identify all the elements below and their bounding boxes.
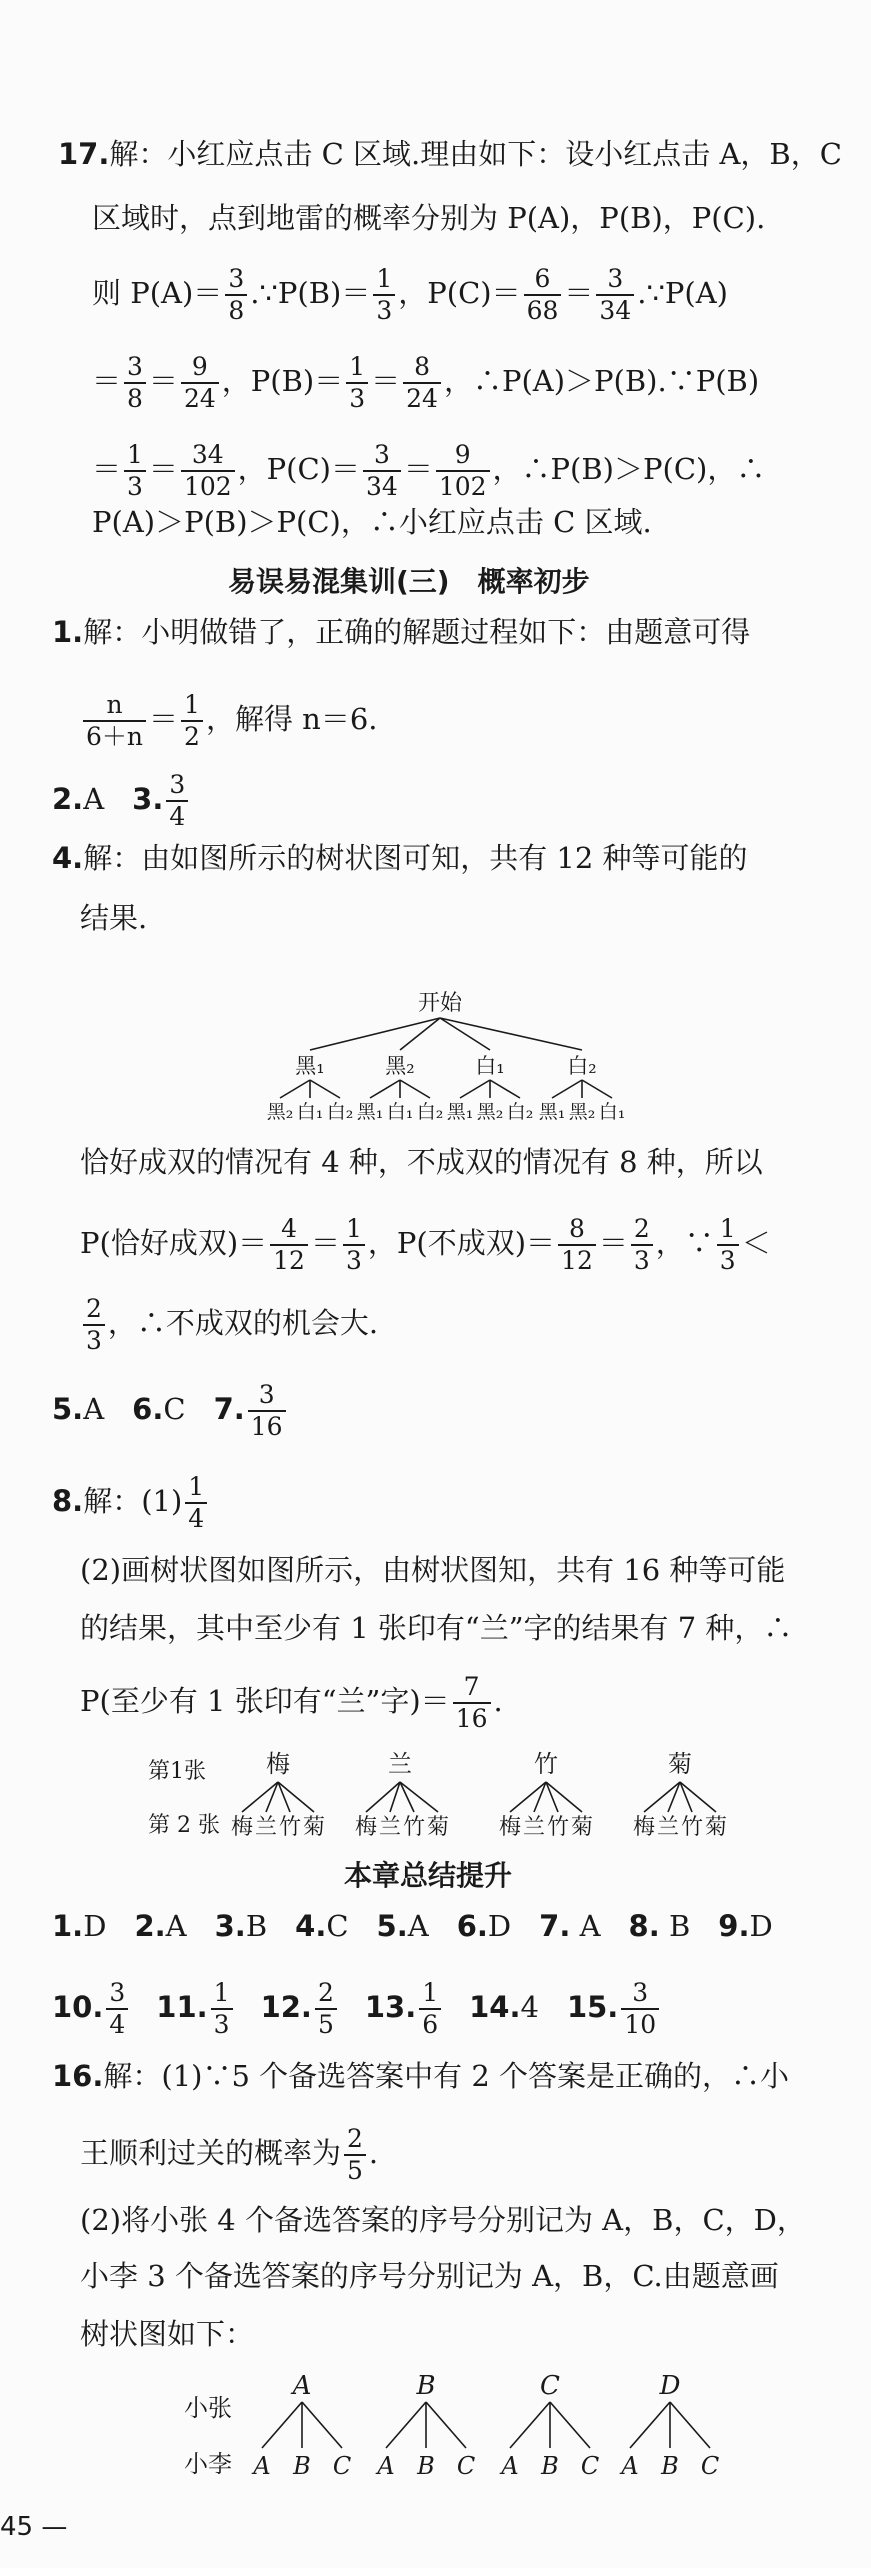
tree-leaf: 竹 xyxy=(402,1815,426,1840)
tree-leaf: B xyxy=(541,2452,559,2480)
tree-edge xyxy=(400,1080,430,1098)
tree-leaf: 白₂ xyxy=(326,1101,354,1123)
tree-node: A xyxy=(292,2371,312,2401)
tree-leaf: 梅 xyxy=(498,1815,522,1840)
section-title: 易误易混集训(三) 概率初步 xyxy=(228,565,590,598)
fraction: $\frac{1}{3}$ xyxy=(343,1214,365,1276)
tree-leaf: 菊 xyxy=(704,1815,728,1840)
tree-node: 兰 xyxy=(388,1750,412,1778)
tree-leaf: C xyxy=(332,2452,352,2480)
fraction: $\frac{n}{6+n}$ xyxy=(83,690,146,752)
problem-4-line5: $\frac{2}{3}$ ，∴不成双的机会大. xyxy=(80,1294,378,1356)
fraction: $\frac{1}{2}$ xyxy=(181,690,203,752)
tree-leaf: B xyxy=(293,2452,311,2480)
tree-leaf: 菊 xyxy=(570,1815,594,1840)
tree-leaf: 兰 xyxy=(254,1815,278,1840)
tree-leaf: 竹 xyxy=(546,1815,570,1840)
tree-leaf: 竹 xyxy=(278,1815,302,1840)
problem-17-line1: 17.解：小红应点击 C 区域.理由如下：设小红点击 A，B，C xyxy=(58,137,842,171)
tree-edge xyxy=(490,1080,520,1098)
tree-node: 黑₁ xyxy=(295,1054,325,1078)
tree-leaf: 黑₂ xyxy=(568,1101,596,1123)
problem-4-line3: 恰好成双的情况有 4 种，不成双的情况有 8 种，所以 xyxy=(80,1145,763,1179)
tree-edge xyxy=(370,1080,400,1098)
problem-16-line4: 小李 3 个备选答案的序号分别记为 A，B，C.由题意画 xyxy=(80,2259,779,2293)
tree-leaf: 兰 xyxy=(656,1815,680,1840)
problem-8-line4: P(至少有 1 张印有“兰”字)＝ $\frac{7}{16}$ . xyxy=(80,1672,503,1733)
fraction: $\frac{9}{102}$ xyxy=(436,440,490,502)
fraction: $\frac{3}{8}$ xyxy=(124,352,146,414)
tree3-branches xyxy=(262,2402,710,2448)
problem-4-line2: 结果. xyxy=(80,901,148,935)
tree-leaf: C xyxy=(456,2452,476,2480)
tree-edge xyxy=(552,1080,582,1098)
fraction: $\frac{1}{3}$ xyxy=(124,440,146,502)
answers-row-2: 10. $\frac{3}{4}$ 11. $\frac{1}{3}$ 12. $\frac{2}{5}$ 13. $\frac{1}{6}$ 14.4 15. $\frac{3}{10}$ xyxy=(52,1978,662,2040)
tree-leaf: 菊 xyxy=(302,1815,326,1840)
problems-5-7: 5.A 6.C 7. $\frac{3}{16}$ xyxy=(52,1380,289,1442)
fraction: $\frac{2}{3}$ xyxy=(83,1294,105,1356)
tree-leaf: 菊 xyxy=(426,1815,450,1840)
problem-17-line2: 区域时，点到地雷的概率分别为 P(A)，P(B)，P(C). xyxy=(92,201,766,235)
problem-17-line6: P(A)＞P(B)＞P(C)，∴小红应点击 C 区域. xyxy=(92,505,652,539)
tree-edge xyxy=(400,1018,440,1050)
tree-leaf: B xyxy=(661,2452,679,2480)
tree-leaf: 白₁ xyxy=(296,1101,324,1123)
problem-1-line2: $\frac{n}{6+n}$ ＝ $\frac{1}{2}$ ，解得 n＝6. xyxy=(80,690,378,752)
fraction: $\frac{3}{4}$ xyxy=(166,770,188,832)
tree-edge xyxy=(310,1080,340,1098)
problem-16-line3: (2)将小张 4 个备选答案的序号分别记为 A，B，C，D， xyxy=(80,2203,806,2237)
problem-17-line3: 则 P(A)＝ $\frac{3}{8}$ .∵P(B)＝ $\frac{1}{3}$ ，P(C)＝ $\frac{6}{68}$ ＝ $\frac{3}{34}$ .∵P(A) xyxy=(92,264,728,325)
tree-leaf: 黑₂ xyxy=(266,1101,294,1123)
tree-leaf: 黑₁ xyxy=(356,1101,384,1123)
tree-node: C xyxy=(540,2371,560,2401)
fraction: $\frac{9}{24}$ xyxy=(181,352,219,414)
problem-17-line4: ＝ $\frac{3}{8}$ ＝ $\frac{9}{24}$ ，P(B)＝ $\frac{1}{3}$ ＝ $\frac{8}{24}$ ，∴P(A)＞P(B).∵P(B) xyxy=(92,352,760,413)
tree-row-label: 小张 xyxy=(184,2394,232,2422)
fraction: $\frac{3}{10}$ xyxy=(621,1978,659,2040)
problem-8-line2: (2)画树状图如图所示，由树状图知，共有 16 种等可能 xyxy=(80,1553,786,1587)
fraction: $\frac{3}{8}$ xyxy=(225,264,247,326)
fraction: $\frac{1}{3}$ xyxy=(211,1978,233,2040)
tree-leaf: 白₁ xyxy=(386,1101,414,1123)
problem-16-line2: 王顺利过关的概率为 $\frac{2}{5}$ . xyxy=(80,2124,379,2185)
fraction: $\frac{1}{4}$ xyxy=(185,1472,207,1534)
tree-leaf: A xyxy=(621,2452,639,2480)
tree-leaf: 黑₁ xyxy=(446,1101,474,1123)
tree-node: 竹 xyxy=(534,1750,558,1778)
answers-row-1: 1.D 2.A 3.B 4.C 5.A 6.D 7. A 8. B 9.D xyxy=(52,1909,773,1943)
tree-leaf: B xyxy=(417,2452,435,2480)
tree-leaf: A xyxy=(377,2452,395,2480)
fraction: $\frac{3}{34}$ xyxy=(363,440,401,502)
tree2-branches xyxy=(242,1782,716,1812)
tree-leaf: 黑₂ xyxy=(476,1101,504,1123)
problem-16-line5: 树状图如下： xyxy=(80,2317,255,2351)
tree-edge xyxy=(310,1018,440,1050)
tree-edge xyxy=(582,1080,612,1098)
tree-leaf: 白₁ xyxy=(598,1101,626,1123)
fraction: $\frac{2}{3}$ xyxy=(631,1214,653,1276)
fraction: $\frac{8}{24}$ xyxy=(403,352,441,414)
tree-root: 开始 xyxy=(417,991,463,1016)
tree-edge xyxy=(280,1080,310,1098)
fraction: $\frac{1}{6}$ xyxy=(419,1978,441,2040)
tree-leaf: A xyxy=(253,2452,271,2480)
tree-leaf: 兰 xyxy=(522,1815,546,1840)
page-number: 45 — xyxy=(0,2512,68,2542)
fraction: $\frac{2}{5}$ xyxy=(315,1978,337,2040)
tree-node: B xyxy=(416,2371,436,2401)
tree-row-label: 小李 xyxy=(184,2450,232,2478)
fraction: $\frac{1}{3}$ xyxy=(373,264,395,326)
problem-16-line1: 16.解：(1)∵5 个备选答案中有 2 个答案是正确的，∴小 xyxy=(52,2059,790,2093)
tree-node: 白₂ xyxy=(567,1054,597,1078)
problems-2-3: 2.A 3. $\frac{3}{4}$ xyxy=(52,770,191,832)
tree-node: D xyxy=(659,2371,681,2401)
tree-row-label: 第1张 xyxy=(148,1759,206,1784)
fraction: $\frac{1}{3}$ xyxy=(346,352,368,414)
tree-leaf: 竹 xyxy=(680,1815,704,1840)
tree-leaf: 梅 xyxy=(230,1815,254,1840)
section-title: 本章总结提升 xyxy=(344,1859,513,1892)
tree-node: 菊 xyxy=(668,1750,692,1778)
problem-8-line3: 的结果，其中至少有 1 张印有“兰”字的结果有 7 种，∴ xyxy=(80,1611,793,1645)
tree-edge xyxy=(460,1080,490,1098)
tree-leaf: C xyxy=(580,2452,600,2480)
tree-leaf: 梅 xyxy=(632,1815,656,1840)
tree-leaf: 黑₁ xyxy=(538,1101,566,1123)
tree-leaf: 兰 xyxy=(378,1815,402,1840)
tree-edge xyxy=(440,1018,582,1050)
problem-4-line1: 4.解：由如图所示的树状图可知，共有 12 种等可能的 xyxy=(52,841,748,875)
fraction: $\frac{3}{34}$ xyxy=(596,264,634,326)
tree-node: 黑₂ xyxy=(385,1054,415,1078)
fraction: $\frac{1}{3}$ xyxy=(717,1214,739,1276)
tree-edge xyxy=(440,1018,490,1050)
fraction: $\frac{3}{16}$ xyxy=(248,1380,286,1442)
tree-leaf: C xyxy=(700,2452,720,2480)
fraction: $\frac{2}{5}$ xyxy=(344,2124,366,2186)
problem-number: 17. xyxy=(58,137,110,171)
fraction: $\frac{8}{12}$ xyxy=(558,1214,596,1276)
problem-8-line1: 8.解：(1) $\frac{1}{4}$ xyxy=(52,1472,210,1534)
problem-1-line1: 1.解：小明做错了，正确的解题过程如下：由题意可得 xyxy=(52,615,751,649)
tree-node: 梅 xyxy=(266,1750,290,1778)
fraction: $\frac{6}{68}$ xyxy=(524,264,562,326)
fraction: $\frac{34}{102}$ xyxy=(181,440,235,502)
tree-leaf: 梅 xyxy=(354,1815,378,1840)
fraction: $\frac{4}{12}$ xyxy=(270,1214,308,1276)
fraction: $\frac{7}{16}$ xyxy=(453,1672,491,1734)
tree-row-label: 第 2 张 xyxy=(148,1813,220,1838)
problem-17-line5: ＝ $\frac{1}{3}$ ＝ $\frac{34}{102}$ ，P(C)＝ $\frac{3}{34}$ ＝ $\frac{9}{102}$ ，∴P(B)＞P(C)，∴ xyxy=(92,440,766,501)
problem-4-line4: P(恰好成双)＝ $\frac{4}{12}$ ＝ $\frac{1}{3}$ ，P(不成双)＝ $\frac{8}{12}$ ＝ $\frac{2}{3}$ ，∵ $\frac{1}{3}$ ＜ xyxy=(80,1214,771,1275)
tree-leaf: 白₂ xyxy=(506,1101,534,1123)
fraction: $\frac{3}{4}$ xyxy=(106,1978,128,2040)
tree-node: 白₁ xyxy=(475,1054,505,1078)
tree-leaf: A xyxy=(501,2452,519,2480)
tree-leaf: 白₂ xyxy=(416,1101,444,1123)
